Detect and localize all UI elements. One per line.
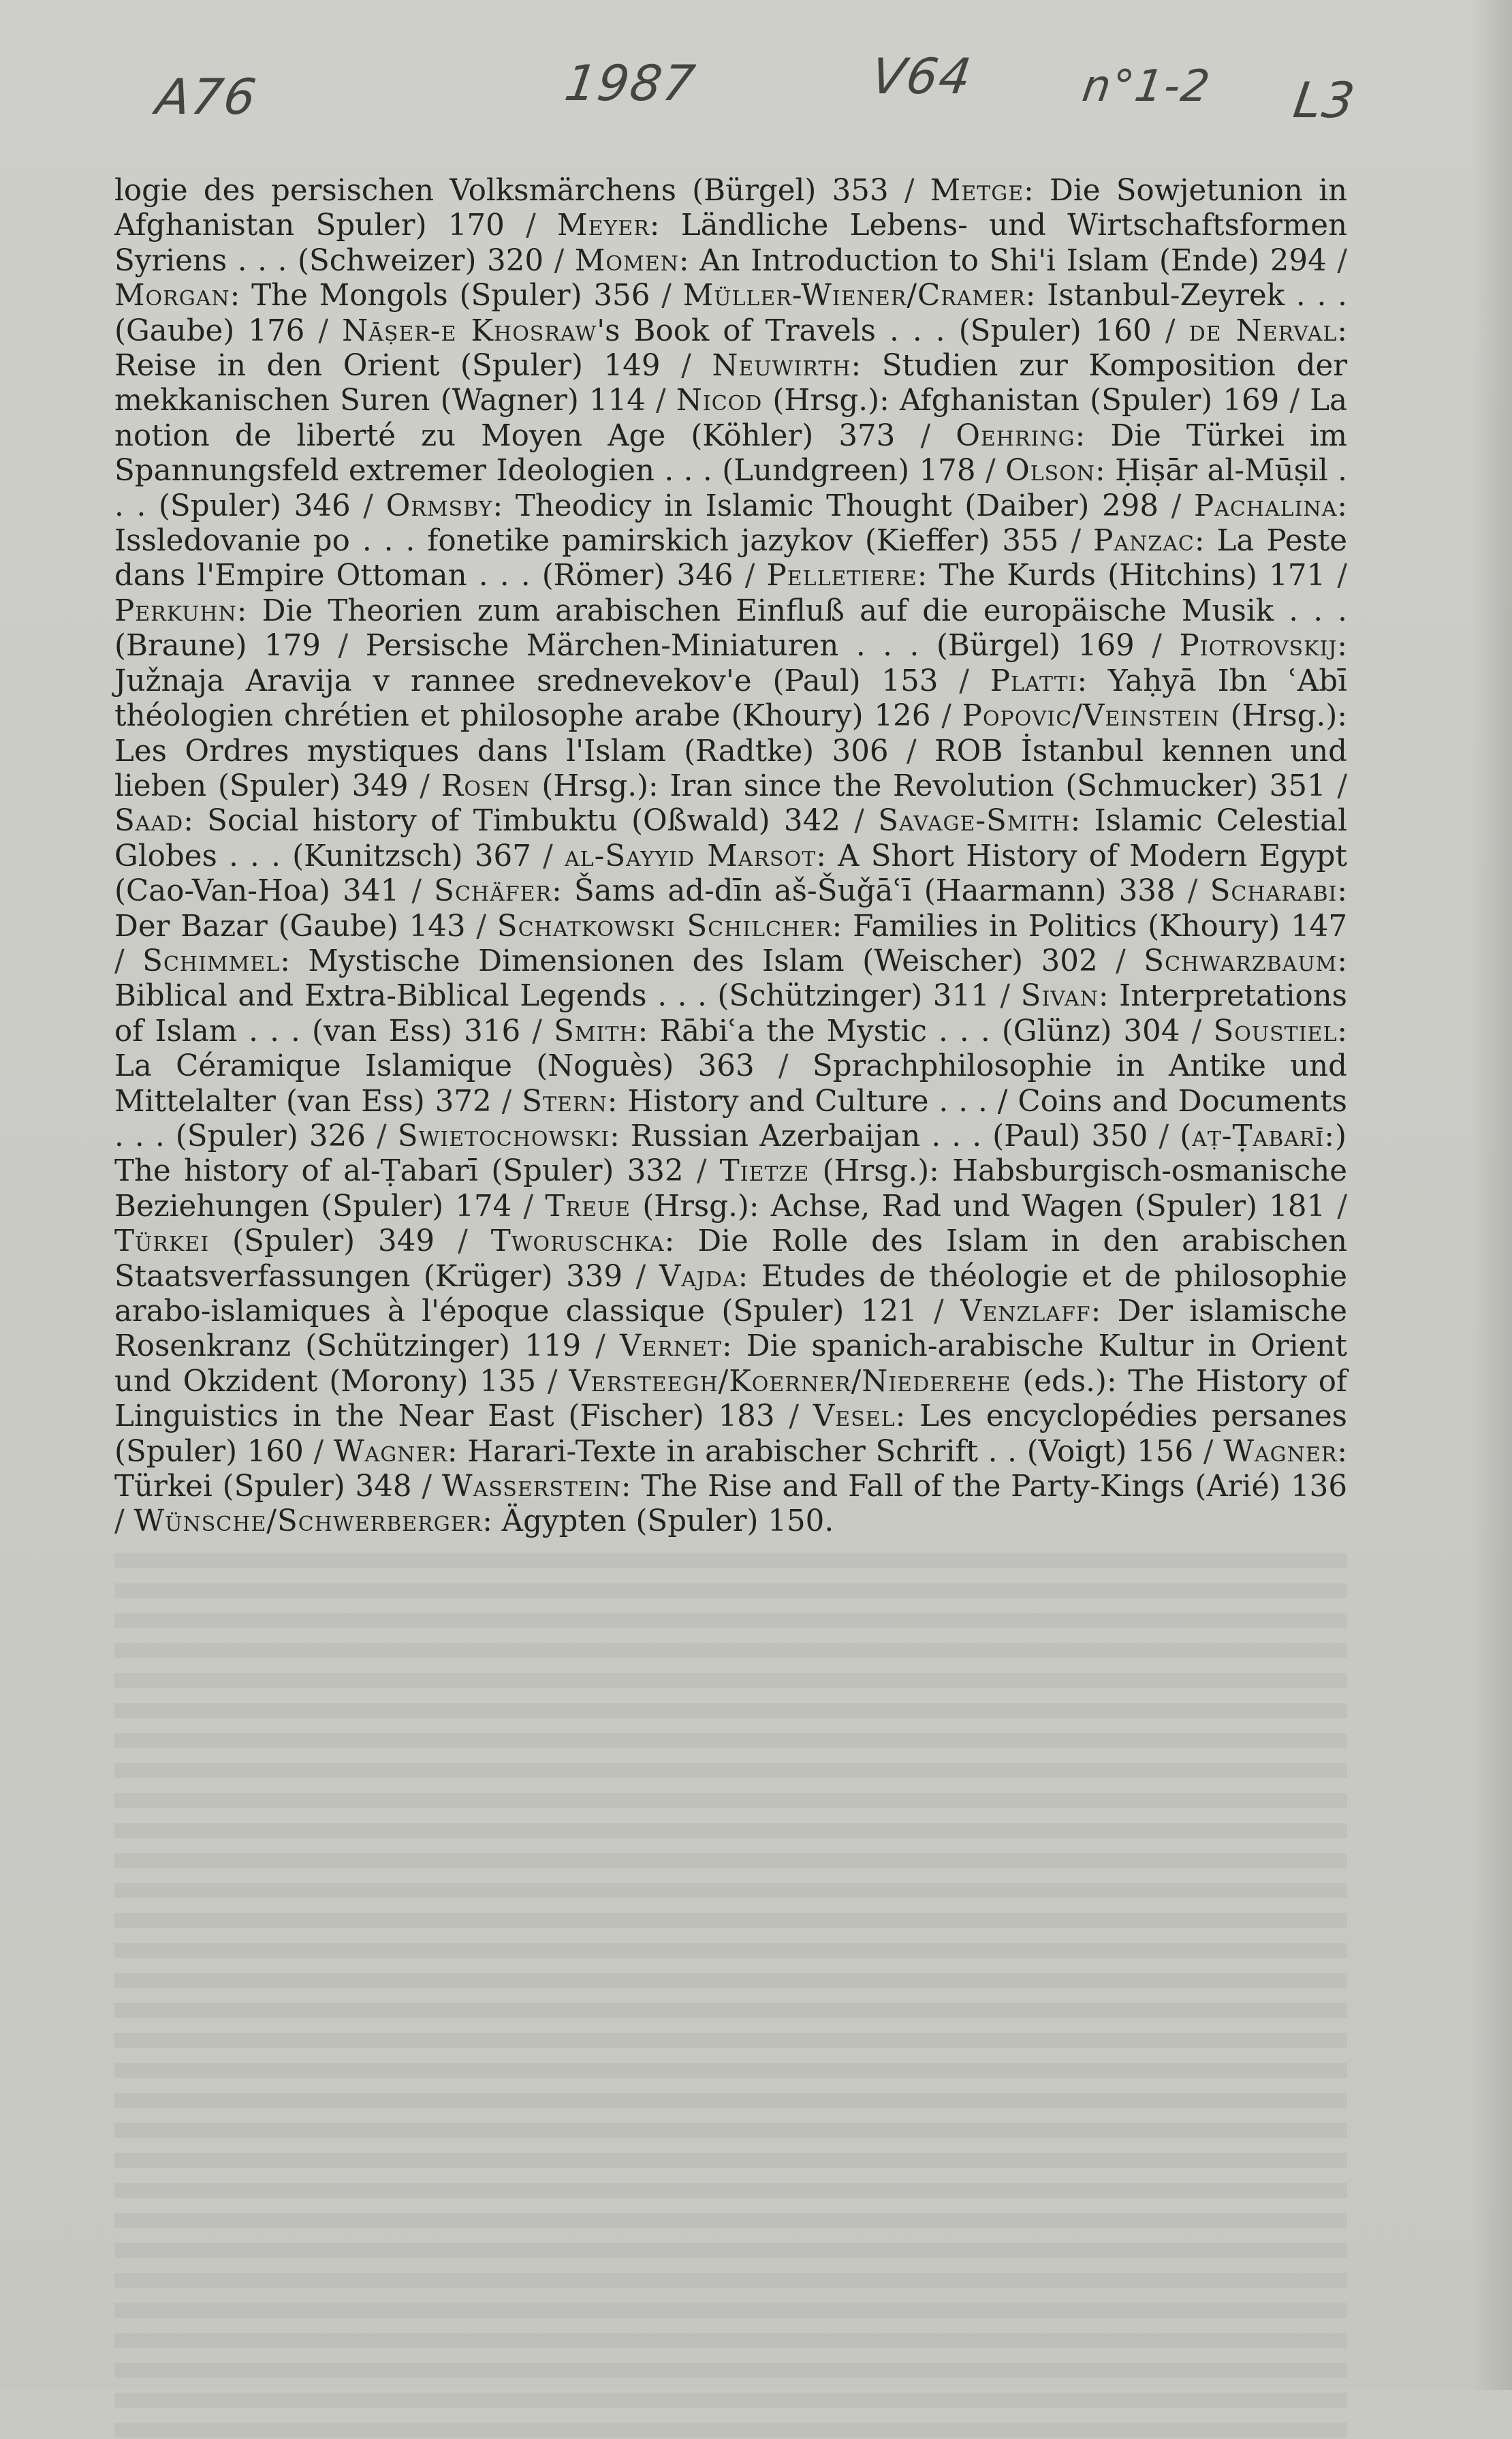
entry-text: : Rābiʿa the Mystic . . . (Glünz) 304: [637, 1014, 1180, 1048]
entry-text: : Die Sowjetunion in Afghanistan Spuler) 170: [114, 174, 1348, 243]
index-entry: [133, 1504, 834, 1538]
entry-author: Meyer: [557, 208, 650, 243]
index-entry: [386, 489, 1159, 523]
entry-text: : Der islamische Rosenkranz (Schützinger) 119: [114, 1294, 1347, 1364]
entry-separator: /: [411, 1470, 442, 1504]
entry-author: Nicod: [676, 384, 763, 418]
entry-text: : La Peste dans l'Empire Ottoman . . . (Römer) 346: [114, 524, 1347, 593]
entry-separator: /: [895, 418, 956, 453]
handwritten-year: 1987: [561, 55, 700, 112]
entry-text: : The Mongols (Spuler) 356: [230, 279, 650, 313]
entry-separator: /: [1325, 559, 1347, 593]
entry-author: Vajda: [659, 1259, 738, 1294]
entry-author: Momen: [574, 243, 679, 278]
entry-text: : Social history of Timbuktu (Oßwald) 342: [183, 804, 840, 839]
entry-author: Venzlaff: [960, 1294, 1091, 1329]
entry-text: : Les encyclopédies persanes (Spuler) 160: [114, 1399, 1348, 1469]
entry-text: (Hrsg.): Habsburgisch-osmanische Beziehungen (Spuler) 174: [114, 1154, 1348, 1224]
entry-separator: /: [733, 559, 767, 593]
entry-separator: /: [408, 768, 441, 803]
entry-text: : Türkei (Spuler) 348: [114, 1434, 1347, 1504]
entry-text: : Die spanich-arabische Kultur in Orient und Okzident (Morony) 135: [114, 1329, 1347, 1399]
entry-author: Schimmel: [142, 944, 281, 978]
entry-author: Müller-Wiener/Cramer: [682, 279, 1026, 313]
entry-text: : Ländliche Lebens- und Wirtschaftsformen Syriens . . . (Schweizer) 320: [114, 208, 1348, 278]
entry-separator: /: [975, 454, 1006, 488]
index-entry: [767, 559, 1326, 593]
entry-author: Pachalina: [1193, 488, 1338, 523]
entry-text: : The Kurds (Hitchins) 171: [917, 559, 1326, 593]
entry-author: Vernet: [619, 1329, 723, 1364]
entry-author: Tworuschka: [490, 1224, 665, 1259]
handwritten-annotations: [0, 48, 1512, 143]
entry-author: Wasserstein: [441, 1470, 621, 1504]
entry-separator: /: [536, 1364, 569, 1399]
entry-author: Tietze: [719, 1154, 810, 1189]
handwritten-mark-1: A76: [153, 68, 261, 125]
entry-text: : Mystische Dimensionen des Islam (Weischer) 302: [280, 944, 1098, 978]
entry-author: Ormsby: [385, 488, 493, 523]
handwritten-issue: n°1-2: [1079, 61, 1214, 112]
index-entry: [442, 1470, 1347, 1504]
entry-separator: /: [1326, 243, 1348, 278]
entry-text: : History and Culture . . . / Coins and Documents . . . (Spuler) 326: [114, 1084, 1347, 1153]
entry-separator: /: [1134, 629, 1180, 664]
entry-author: Schäfer: [434, 874, 552, 909]
entry-separator: /: [650, 279, 683, 313]
entry-text: logie des persischen Volksmärchens (Bürgel) 353: [114, 174, 889, 208]
entry-author: Saad: [114, 804, 184, 839]
handwritten-volume: V64: [868, 48, 976, 105]
index-entry: [398, 1119, 1148, 1153]
index-entry: [366, 629, 1135, 663]
entry-separator: /: [888, 174, 930, 208]
entry-author: Wagner: [333, 1434, 447, 1469]
entry-author: Perkuhn: [114, 593, 237, 628]
entry-text: (Hrsg.): Afghanistan (Spuler) 169: [762, 384, 1280, 418]
entry-separator: /: [520, 1014, 554, 1048]
entry-separator: /: [645, 384, 676, 418]
entry-text: : Biblical and Extra-Biblical Legends . . . (Schützinger) 311: [114, 944, 1348, 1014]
entry-author: Piotrovskij: [1179, 629, 1338, 664]
entry-author: Türkei: [114, 1224, 210, 1259]
index-entry: [676, 384, 1280, 418]
entry-text: : Istanbul-Zeyrek . . . (Gaube) 176: [114, 279, 1347, 348]
entry-text: : Yaḥyā Ibn ʿAbī théologien chrétien et philosophe arabe (Khoury) 126: [114, 664, 1347, 734]
entry-separator: /: [114, 1504, 134, 1539]
entry-text: The history of al-Ṭabarī (Spuler) 332: [114, 1154, 684, 1189]
entry-separator: /: [938, 664, 990, 698]
entry-text: : Der Bazar (Gaube) 143: [114, 874, 1348, 944]
entry-separator: /: [1279, 384, 1310, 418]
entry-separator: /: [623, 1259, 659, 1294]
entry-author: Olson: [1005, 454, 1096, 488]
entry-author: Schwarzbaum: [1144, 944, 1338, 978]
entry-text: : Russian Azerbaijan . . . (Paul) 350: [610, 1119, 1148, 1153]
entry-author: Scharabi: [1210, 874, 1338, 909]
entry-separator: /: [399, 874, 435, 909]
entry-author: Popovic/Veinstein: [962, 699, 1220, 734]
entry-separator: /: [1175, 874, 1210, 909]
entry-separator: /: [888, 734, 934, 768]
handwritten-mark-5: L3: [1290, 72, 1359, 129]
entry-separator: /: [114, 944, 143, 978]
entry-separator: /: [754, 1049, 813, 1084]
index-entry: [114, 1224, 435, 1258]
entry-author: Smith: [554, 1014, 638, 1048]
entry-separator: /: [320, 629, 366, 664]
entry-author: Wagner: [1223, 1434, 1338, 1469]
entry-author: Nāṣer-e Khosraw: [342, 313, 597, 348]
index-entry: [497, 910, 1347, 944]
entry-text: : Južnaja Aravija v rannee srednevekov'e (Paul) 153: [114, 629, 1348, 698]
entry-separator: /: [1180, 1014, 1214, 1048]
entry-separator: /: [917, 1294, 960, 1329]
entry-text: ROB İstanbul kennen und lieben (Spuler) 349: [114, 734, 1347, 803]
bleed-through-shadow: [114, 1553, 1347, 2439]
entry-separator: /: [581, 1329, 620, 1364]
entry-separator: /: [504, 208, 558, 243]
entry-text: : Studien zur Komposition der mekkanischen Suren (Wagner) 114: [114, 349, 1348, 418]
entry-text: : Harari-Texte in arabischer Schrift . . (Voigt) 156: [447, 1434, 1194, 1469]
entry-author: Savage-Smith: [878, 804, 1071, 839]
entry-author: Treue: [545, 1189, 631, 1224]
entry-text: (eds.): The History of Linguistics in the Near East (Fischer) 183: [114, 1364, 1347, 1434]
entry-separator: /: [544, 243, 575, 278]
index-entry: [342, 314, 1152, 348]
entry-text: : Ḥiṣār al-Mūṣil . . . (Spuler) 346: [114, 454, 1347, 523]
entry-separator: /: [531, 839, 565, 873]
entry-separator: /: [365, 1119, 398, 1153]
entry-text: : Etudes de théologie et de philosophie arabo-islamiques à l'époque classique (Spuler) 121: [114, 1259, 1347, 1329]
entry-author: Schatkowski Schilcher: [497, 909, 832, 944]
entry-text: : The Rise and Fall of the Party-Kings (Arié) 136: [620, 1470, 1348, 1504]
entry-text: : Issledovanie po . . . fonetike pamirskich jazykov (Kieffer) 355: [114, 488, 1348, 559]
index-entry: [114, 279, 650, 313]
page-edge-shadow: [1471, 0, 1512, 2390]
index-entry: [334, 1435, 1193, 1469]
entry-text: (Hrsg.): Les Ordres mystiques dans l'Islam (Radtke) 306: [114, 699, 1348, 768]
review-index-text: [114, 174, 1347, 1540]
entry-separator: /: [1148, 1119, 1180, 1153]
entry-separator: /: [1159, 488, 1194, 523]
entry-text: : Die Türkei im Spannungsfeld extremer Ideologien . . . (Lundgreen) 178: [114, 418, 1348, 488]
entry-text: : An Introduction to Shi'i Islam (Ende) 294: [678, 243, 1327, 278]
entry-text: : Reise in den Orient (Spuler) 149: [114, 313, 1347, 384]
index-entry: [142, 944, 1097, 978]
entry-separator: /: [989, 979, 1021, 1014]
entry-author: Swietochowski: [397, 1119, 610, 1153]
entry-text: : Šams ad-dīn aš-Šuǧāʿī (Haarmann) 338: [552, 874, 1176, 909]
entry-separator: /: [511, 1189, 546, 1224]
entry-separator: /: [304, 313, 343, 348]
entry-author: Rosen: [441, 768, 531, 803]
entry-text: : Die Theorien zum arabischen Einfluß auf die europäische Musik . . . (Braune) 179: [114, 593, 1347, 664]
index-entry: [434, 874, 1175, 908]
index-entry: [545, 1190, 1325, 1224]
entry-separator: /: [1151, 313, 1189, 348]
entry-text: Sprachphilosophie in Antike und Mittelalter (van Ess) 372: [114, 1049, 1348, 1119]
entry-author: Wünsche/Schwerberger: [133, 1504, 483, 1539]
entry-author: Neuwirth: [712, 349, 851, 384]
entry-text: 's Book of Travels . . . (Spuler) 160: [597, 313, 1152, 348]
entry-text: : Interpretations of Islam . . . (van Ess) 316: [114, 979, 1348, 1048]
entry-text: : Die Rolle des Islam in den arabischen Staatsverfassungen (Krüger) 339: [114, 1224, 1347, 1294]
entry-author: Versteegh/Koerner/Niederehe: [569, 1364, 1011, 1399]
entry-text: Persische Märchen-Miniaturen . . . (Bürgel) 169: [365, 629, 1135, 664]
entry-author: Soustiel: [1213, 1014, 1338, 1048]
entry-text: : Islamic Celestial Globes . . . (Kunitzsch) 367: [114, 804, 1348, 873]
entry-author: Platti: [990, 664, 1077, 698]
entry-author: Morgan: [114, 279, 230, 313]
entry-separator: /: [465, 909, 497, 944]
index-entry: [441, 769, 1326, 803]
entry-author: Vesel: [813, 1399, 896, 1434]
entry-author: Pelletiere: [766, 559, 917, 593]
entry-text: : Theodicy in Islamic Thought (Daiber) 298: [492, 488, 1159, 523]
entry-separator: /: [840, 804, 879, 839]
entry-author: de Nerval: [1188, 313, 1338, 348]
entry-author: Oehring: [956, 418, 1075, 453]
entry-text: (Spuler) 349: [209, 1224, 435, 1259]
entry-separator: /: [1193, 1434, 1224, 1469]
entry-separator: /: [1058, 524, 1094, 559]
index-entry: [554, 1014, 1180, 1048]
index-entry: [575, 244, 1327, 278]
index-entry: [114, 174, 889, 208]
entry-separator: /: [303, 1434, 334, 1469]
entry-text: (Hrsg.): Achse, Rad und Wagen (Spuler) 181: [631, 1189, 1326, 1224]
entry-separator: /: [660, 349, 712, 384]
entry-author: (aṭ-Ṭabarī:): [1180, 1119, 1348, 1153]
entry-separator: /: [774, 1399, 813, 1434]
index-entry: [114, 804, 840, 838]
entry-separator: /: [491, 1084, 522, 1119]
entry-text: : La Céramique Islamique (Noguès) 363: [114, 1014, 1348, 1084]
entry-author: Panzac: [1093, 524, 1195, 559]
entry-text: (Hrsg.): Iran since the Revolution (Schmucker) 351: [530, 768, 1326, 803]
entry-text: : A Short History of Modern Egypt (Cao-Van-Hoa) 341: [114, 839, 1347, 909]
entry-separator: /: [435, 1224, 491, 1259]
entry-separator: /: [683, 1154, 720, 1189]
entry-separator: /: [350, 488, 386, 523]
entry-text: : Families in Politics (Khoury) 147: [832, 909, 1348, 944]
entry-author: al-Sayyid Marsot: [564, 839, 817, 873]
entry-separator: /: [1325, 768, 1347, 803]
entry-author: Metge: [930, 174, 1024, 208]
entry-text: : Ägypten (Spuler) 150.: [482, 1504, 834, 1539]
entry-separator: /: [1097, 944, 1144, 978]
entry-author: Sivan: [1020, 979, 1099, 1014]
entry-text: La notion de liberté zu Moyen Age (Köhler) 373: [114, 384, 1348, 453]
entry-separator: /: [930, 699, 962, 734]
entry-separator: /: [1325, 1189, 1348, 1224]
entry-author: Stern: [522, 1084, 608, 1119]
